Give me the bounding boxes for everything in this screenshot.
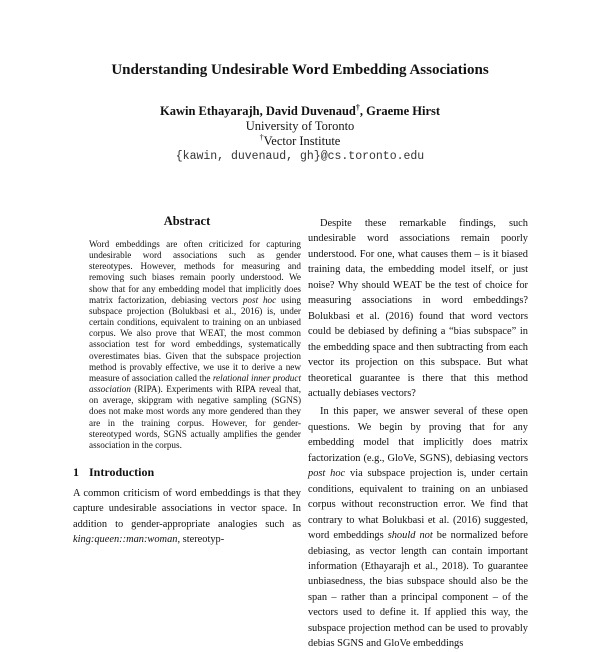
abstract-em-ripa: relational inner product association: [89, 372, 301, 395]
introduction-text: [73, 486, 301, 548]
abstract-text-part1: Word embeddings are often criticized for capturing undesirable word associations such as gender stereotypes. However, methods for measuring and removing such biases remain poorly understood. We show that for any embedding model that implicitly does matrix factorization, debiasing vectors: [89, 239, 301, 305]
affiliation-vector: [0, 134, 600, 149]
right-paragraph-1: Despite these remarkable findings, such undesirable word associations remain poorly understood. For one, what causes them – is it biased training data, the embedding model itself, or just noise? Why should WEAT be the test of choice for measuring associations in word embeddings? Bolukbasi et al. (2016) found that word vectors could be debiased by defining a “bias subspace” in the embedding space and then subtracting from each vector its projection on this subspace. But what theoretical guarantee is there that this method actually debiases vectors?: [308, 218, 528, 399]
abstract-text: [73, 239, 301, 451]
dagger-mark: †: [355, 102, 360, 112]
section-title: Introduction: [89, 464, 155, 479]
abstract-em-post-hoc: post hoc: [242, 294, 277, 305]
left-column: [73, 214, 301, 548]
paper-title: Understanding Undesirable Word Embedding Associations: [111, 62, 489, 78]
right-em-post-hoc: post hoc: [308, 468, 346, 480]
affiliation-vector-text: Vector Institute: [263, 134, 341, 148]
author-email: {kawin, duvenaud, gh}@cs.toronto.edu: [175, 150, 425, 163]
right-paragraph-2-part3: be normalized before debiasing, as vector length can contain important information (Ethayarajh et al., 2018). To guarantee unbiasedness, the bias subspace should also be the span – rather than a principal component – of the vectors used to define it. If applied this way, the subspace projection method can be used to provably debias SGNS and GloVe embeddings: [308, 530, 529, 650]
right-paragraph-2-part2: via subspace projection is, under certain conditions, equivalent to training on an unbiased corpus without reconstruction error. We find that contrary to what Bolukbasi et al. (2016) suggested, word embeddings: [308, 468, 528, 542]
author-names-part1: Kawin Ethayarajh, David Duvenaud: [159, 104, 356, 118]
introduction-text-part1: A common criticism of word embeddings is that they capture undesirable associations in vector space. In addition to gender-appropriate analogies such as: [73, 487, 301, 530]
introduction-text-part2: , stereotyp-: [177, 534, 225, 546]
author-names-part2: , Graeme Hirst: [359, 104, 441, 118]
right-em-should-not: should not: [387, 530, 433, 542]
section-heading-introduction: [73, 465, 301, 480]
abstract-text-part3: (RIPA). Experiments with RIPA reveal that, on average, skipgram with negative sampling (SGNS) does not make most words any more gendered than they are in the training corpus. However, for gender-stereotyped words, SGNS actually amplifies the gender association in the corpus.: [89, 384, 301, 450]
affiliation-university: University of Toronto: [245, 119, 355, 133]
right-column: [308, 216, 528, 652]
abstract-heading: Abstract: [163, 214, 211, 228]
abstract-text-part2: using subspace projection (Bolukbasi et al., 2016) is, under certain conditions, equivalent to training on an unbiased corpus. We also prove that WEAT, the most common association test for word embeddings, systematically overestimates bias. Given that the subspace projection method is provably effective, we use it to derive a new measure of association called the: [89, 294, 301, 383]
right-paragraph-2-part1: In this paper, we answer several of these open questions. We begin by proving that for any embedding model that implicitly does matrix factorization (e.g., GloVe, SGNS), debiasing vectors: [308, 406, 528, 464]
author-block: [0, 104, 600, 164]
introduction-em-analogy: king:queen::man:woman: [73, 534, 178, 546]
right-paragraph-2: [308, 404, 528, 651]
author-names: [0, 104, 600, 119]
section-number: 1: [73, 464, 79, 479]
affiliation-dagger-mark: †: [259, 132, 264, 142]
